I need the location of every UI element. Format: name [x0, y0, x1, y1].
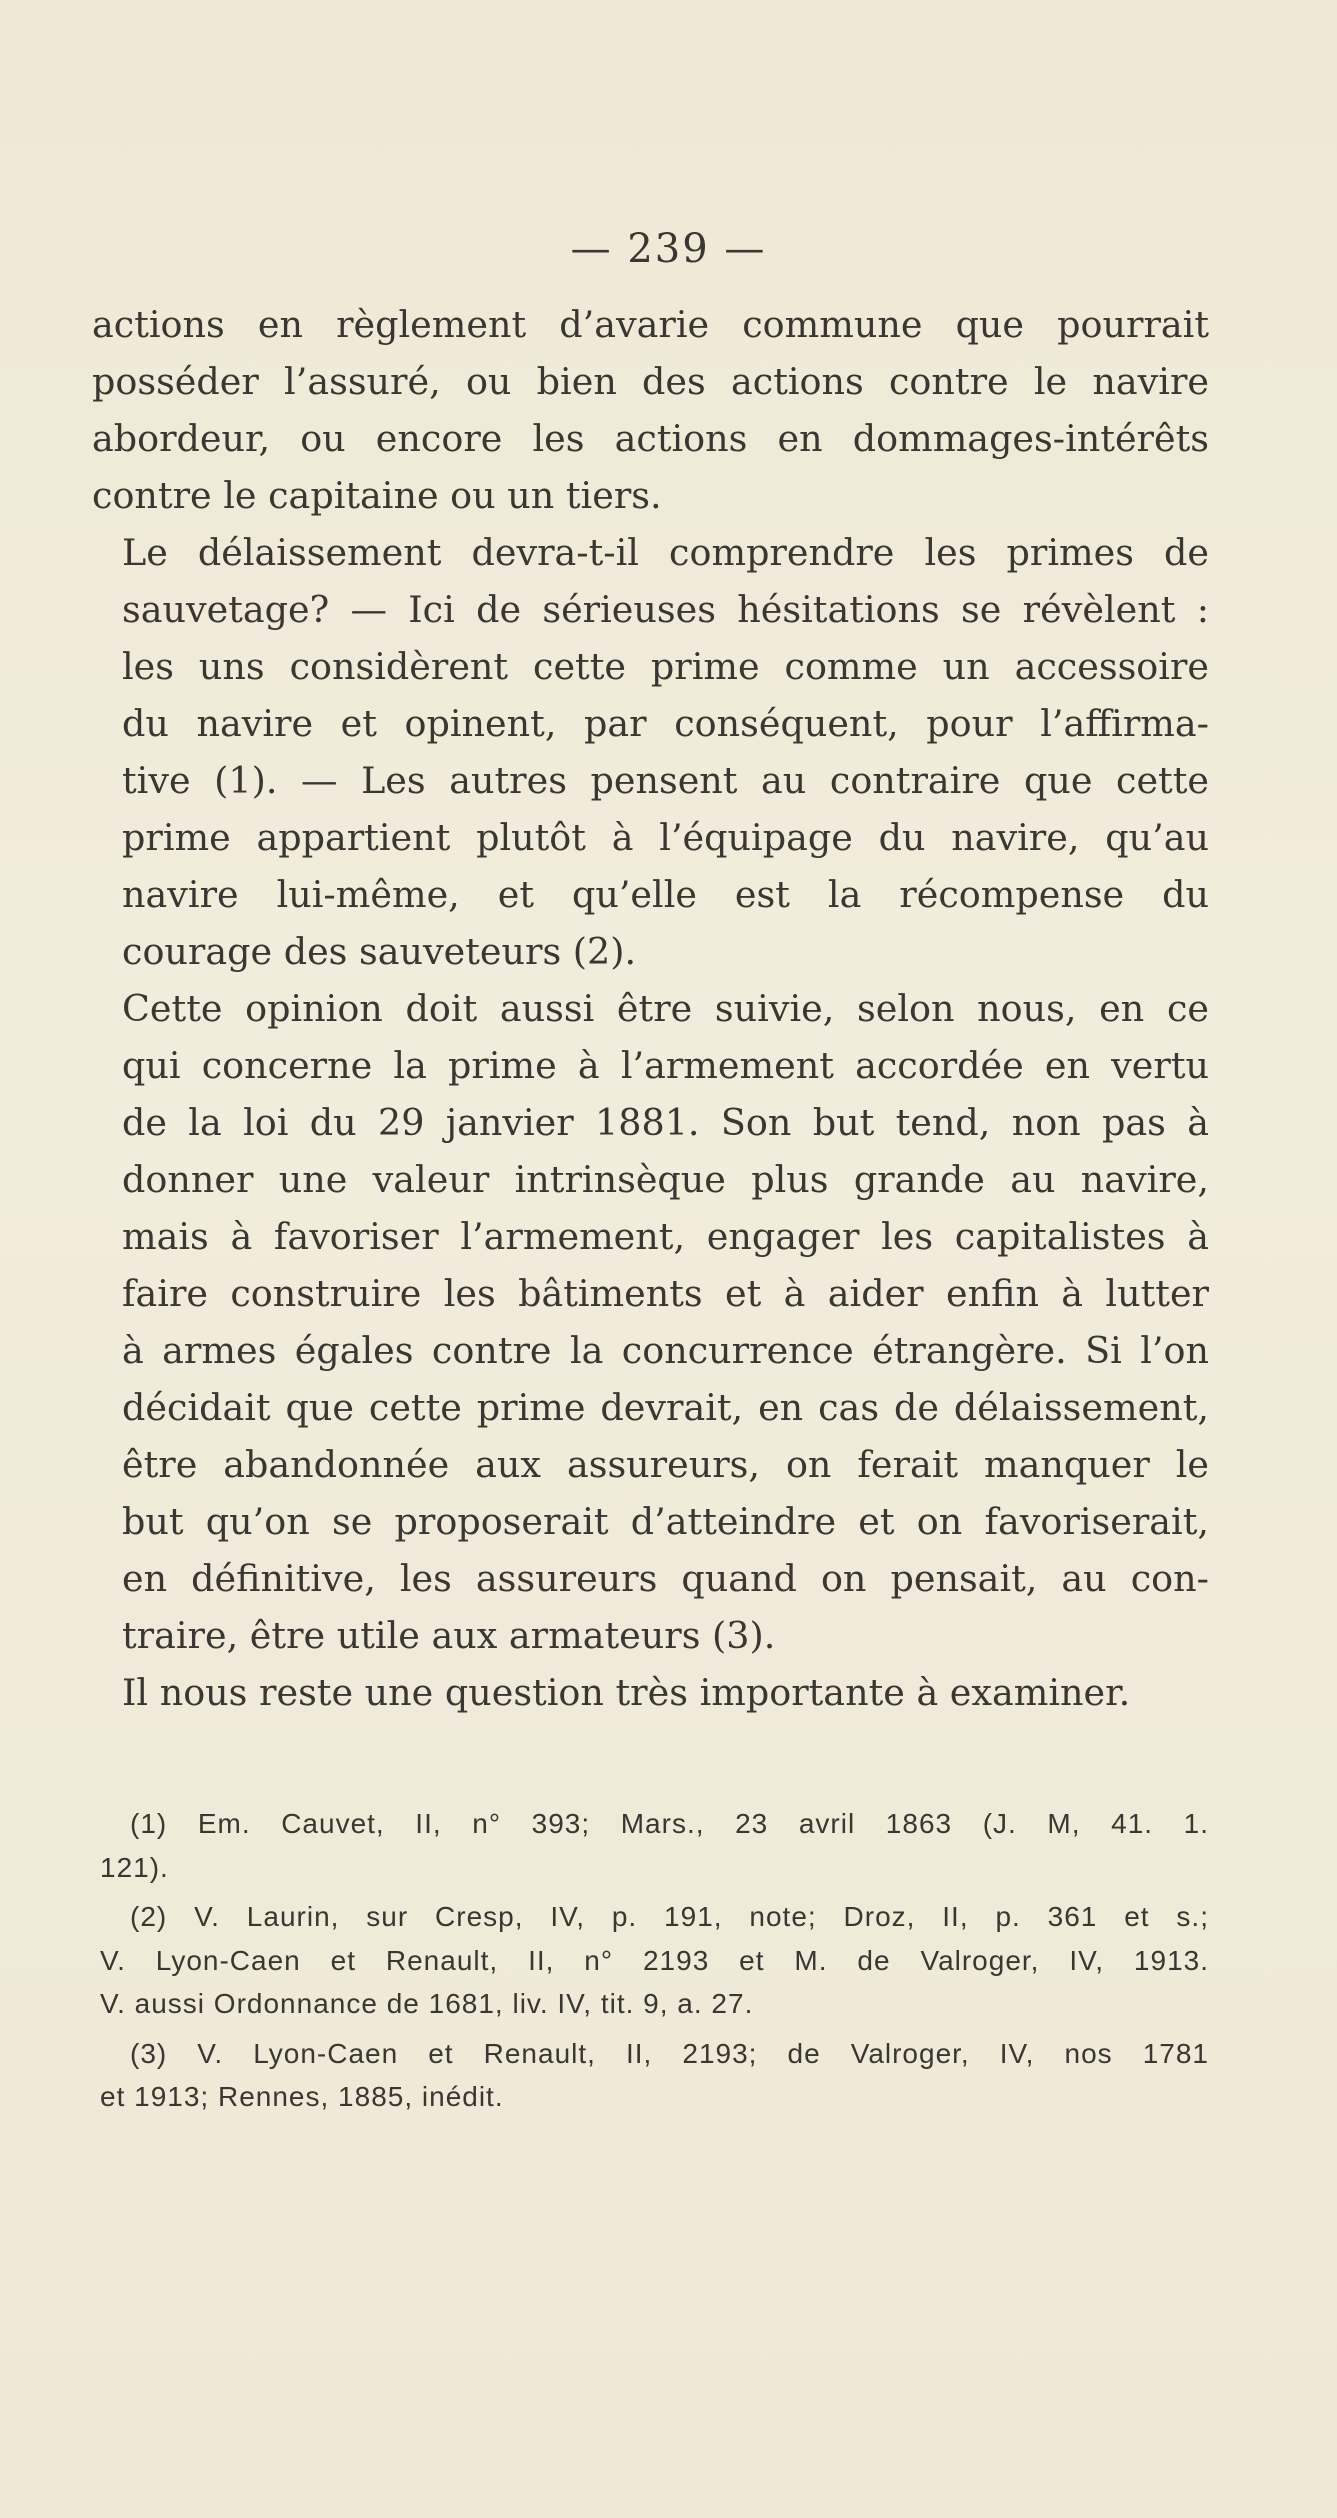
footnote-line: 121).: [100, 1851, 169, 1883]
text-line: qui concerne la prime à l’armement accordée en vertu: [122, 1044, 1209, 1087]
paragraph-4: [92, 1664, 1209, 1721]
text-line: posséder l’assuré, ou bien des actions contre le navire: [92, 360, 1209, 403]
footnote-line: (3) V. Lyon-Caen et Renault, II, 2193; de Valroger, IV, nos 1781: [130, 2037, 1209, 2069]
text-line: du navire et opinent, par conséquent, pour l’affirma-: [122, 702, 1209, 745]
footnote-line: V. Lyon-Caen et Renault, II, n° 2193 et M. de Valroger, IV, 1913.: [100, 1944, 1209, 1976]
footnote-line: (2) V. Laurin, sur Cresp, IV, p. 191, note; Droz, II, p. 361 et s.;: [130, 1901, 1209, 1932]
text-line: Cette opinion doit aussi être suivie, selon nous, en ce: [122, 987, 1209, 1030]
page-number: — 239 —: [570, 226, 767, 272]
paragraph-2: [92, 524, 1209, 980]
text-line: décidait que cette prime devrait, en cas de délaissement,: [122, 1386, 1209, 1429]
footnote-line: (1) Em. Cauvet, II, n° 393; Mars., 23 avril 1863 (J. M, 41. 1.: [130, 1808, 1209, 1839]
footnote-line: et 1913; Rennes, 1885, inédit.: [100, 2081, 504, 2112]
text-line: prime appartient plutôt à l’équipage du navire, qu’au: [122, 816, 1209, 859]
text-line: traire, être utile aux armateurs (3).: [122, 1614, 776, 1657]
text-line: à armes égales contre la concurrence étrangère. Si l’on: [122, 1329, 1209, 1372]
text-line: actions en règlement d’avarie commune que pourrait: [92, 303, 1209, 346]
text-line: en définitive, les assureurs quand on pensait, au con-: [122, 1557, 1209, 1600]
text-line: courage des sauveteurs (2).: [122, 930, 637, 973]
text-line: tive (1). — Les autres pensent au contraire que cette: [122, 759, 1209, 802]
text-line: navire lui-même, et qu’elle est la récompense du: [122, 873, 1209, 916]
footnotes: [100, 1802, 1209, 2125]
text-line: mais à favoriser l’armement, engager les capitalistes à: [122, 1215, 1209, 1258]
text-line: les uns considèrent cette prime comme un accessoire: [122, 645, 1209, 688]
paragraph-3: [92, 980, 1209, 1664]
text-line: de la loi du 29 janvier 1881. Son but tend, non pas à: [122, 1101, 1209, 1144]
footnote-1: [100, 1802, 1209, 1889]
footnote-3: [100, 2032, 1209, 2119]
text-line: sauvetage? — Ici de sérieuses hésitations se révèlent :: [122, 588, 1209, 631]
body-text: [92, 296, 1209, 1721]
text-line: Il nous reste une question très importante à examiner.: [122, 1671, 1131, 1714]
text-line: contre le capitaine ou un tiers.: [92, 474, 662, 517]
text-line: être abandonnée aux assureurs, on ferait manquer le: [122, 1443, 1209, 1486]
text-line: faire construire les bâtiments et à aider enfin à lutter: [122, 1272, 1209, 1315]
text-line: but qu’on se proposerait d’atteindre et on favoriserait,: [122, 1500, 1209, 1543]
footnote-2: [100, 1895, 1209, 2026]
text-line: Le délaissement devra-t-il comprendre les primes de: [122, 531, 1209, 574]
paragraph-1: [92, 296, 1209, 524]
text-line: donner une valeur intrinsèque plus grande au navire,: [122, 1158, 1209, 1201]
footnote-line: V. aussi Ordonnance de 1681, liv. IV, tit. 9, a. 27.: [100, 1988, 754, 2019]
text-line: abordeur, ou encore les actions en dommages-intérêts: [92, 417, 1209, 460]
